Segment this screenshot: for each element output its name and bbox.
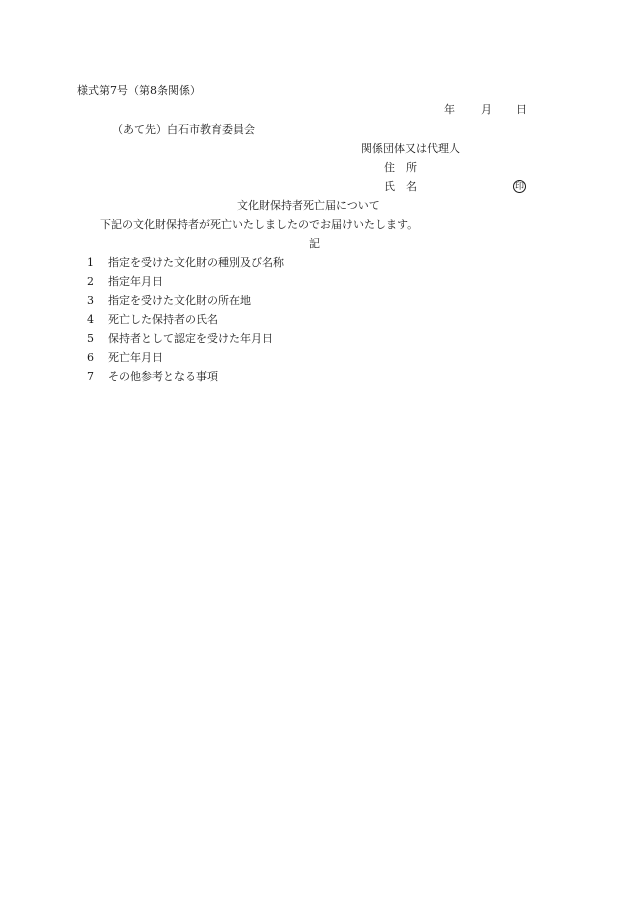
addressee: （あて先）白石市教育委員会 — [112, 123, 255, 136]
item-text: 指定年月日 — [108, 275, 163, 288]
item-number: 5 — [87, 332, 94, 345]
document-title: 文化財保持者死亡届について — [237, 199, 380, 212]
intro-text: 下記の文化財保持者が死亡いたしましたのでお届けいたします。 — [100, 218, 419, 231]
address-label: 住 所 — [384, 161, 417, 174]
item-number: 6 — [87, 351, 94, 364]
item-number: 1 — [87, 256, 94, 269]
item-text: 指定を受けた文化財の種別及び名称 — [108, 256, 284, 269]
form-number: 様式第7号（第8条関係） — [77, 84, 201, 97]
item-number: 4 — [87, 313, 94, 326]
date-month-label: 月 — [481, 103, 492, 116]
item-number: 3 — [87, 294, 94, 307]
date-year-label: 年 — [444, 103, 455, 116]
item-text: 保持者として認定を受けた年月日 — [108, 332, 273, 345]
item-text: その他参考となる事項 — [108, 370, 218, 383]
item-text: 指定を受けた文化財の所在地 — [108, 294, 251, 307]
ki-heading: 記 — [309, 237, 320, 250]
submitter-group-label: 関係団体又は代理人 — [361, 142, 460, 155]
date-day-label: 日 — [516, 103, 527, 116]
item-number: 2 — [87, 275, 94, 288]
seal-mark: 印 — [514, 182, 524, 192]
item-text: 死亡した保持者の氏名 — [108, 313, 218, 326]
item-text: 死亡年月日 — [108, 351, 163, 364]
name-label: 氏 名 — [384, 180, 417, 193]
item-number: 7 — [87, 370, 94, 383]
